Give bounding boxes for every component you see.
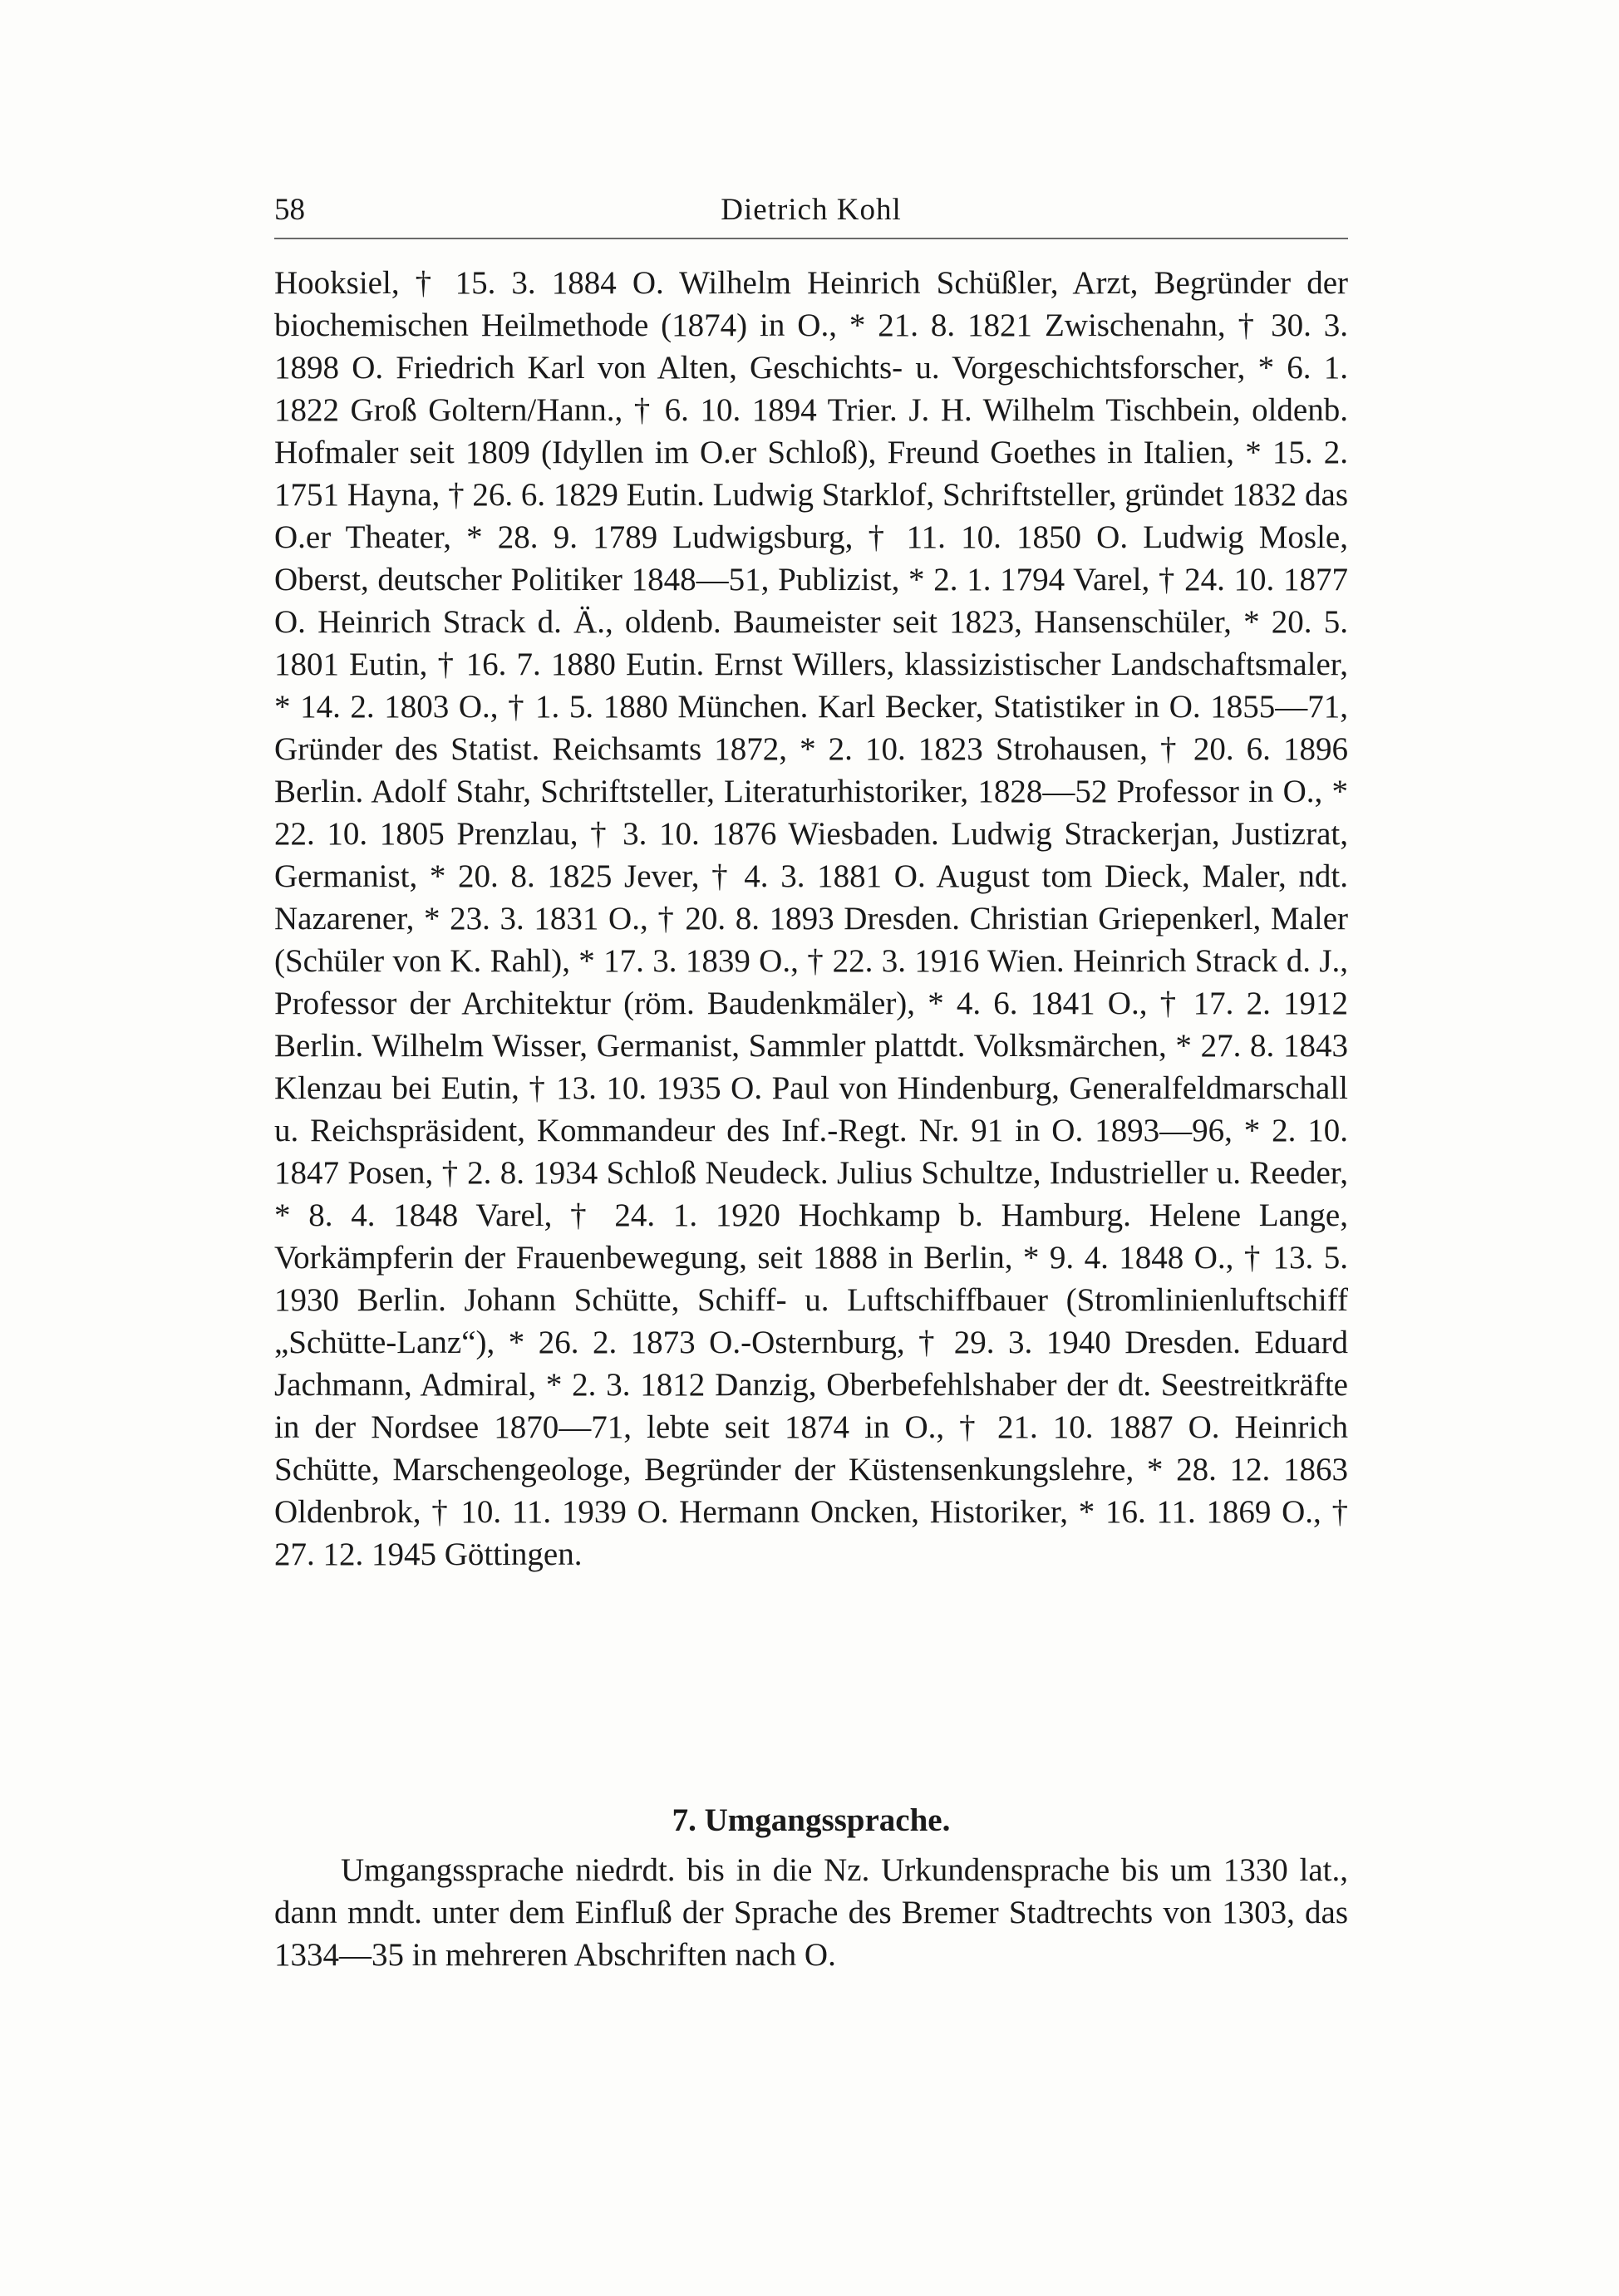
section-paragraph: Umgangssprache niedrdt. bis in die Nz. Urkundensprache bis um 1330 lat., dann mndt. unter dem Einfluß der Sprache des Bremer Stadtrechts von 1303, das 1334—35 in mehreren Abschriften nach O. xyxy=(274,1852,1348,1973)
page-header xyxy=(274,189,1348,239)
section-heading: 7. Umgangssprache. xyxy=(672,1802,951,1838)
header-rule xyxy=(274,238,1348,239)
running-head: Dietrich Kohl xyxy=(721,193,902,227)
page-number: 58 xyxy=(274,193,305,227)
biographical-paragraph: Hooksiel, † 15. 3. 1884 O. Wilhelm Heinrich Schüßler, Arzt, Begründer der biochemischen Heilmethode (1874) in O., * 21. 8. 1821 Zwischenahn, † 30. 3. 1898 O. Friedrich Karl von Alten, Geschichts- u. Vorgeschichtsforscher, * 6. 1. 1822 Groß Goltern/Hann., † 6. 10. 1894 Trier. J. H. Wilhelm Tischbein, oldenb. Hofmaler seit 1809 (Idyllen im O.er Schloß), Freund Goethes in Italien, * 15. 2. 1751 Hayna, † 26. 6. 1829 Eutin. Ludwig Starklof, Schriftsteller, gründet 1832 das O.er Theater, * 28. 9. 1789 Ludwigsburg, † 11. 10. 1850 O. Ludwig Mosle, Oberst, deutscher Politiker 1848—51, Publizist, * 2. 1. 1794 Varel, † 24. 10. 1877 O. Heinrich Strack d. Ä., oldenb. Baumeister seit 1823, Hansenschüler, * 20. 5. 1801 Eutin, † 16. 7. 1880 Eutin. Ernst Willers, klassizistischer Landschaftsmaler, * 14. 2. 1803 O., † 1. 5. 1880 München. Karl Becker, Statistiker in O. 1855—71, Gründer des Statist. Reichsamts 1872, * 2. 10. 1823 Strohausen, † 20. 6. 1896 Berlin. Adolf Stahr, Schriftsteller, Literaturhistoriker, 1828—52 Professor in O., * 22. 10. 1805 Prenzlau, † 3. 10. 1876 Wiesbaden. Ludwig Strackerjan, Justizrat, Germanist, * 20. 8. 1825 Jever, † 4. 3. 1881 O. August tom Dieck, Maler, ndt. Nazarener, * 23. 3. 1831 O., † 20. 8. 1893 Dresden. Christian Griepenkerl, Maler (Schüler von K. Rahl), * 17. 3. 1839 O., † 22. 3. 1916 Wien. Heinrich Strack d. J., Professor der Architektur (röm. Baudenkmäler), * 4. 6. 1841 O., † 17. 2. 1912 Berlin. Wilhelm Wisser, Germanist, Sammler plattdt. Volksmärchen, * 27. 8. 1843 Klenzau bei Eutin, † 13. 10. 1935 O. Paul von Hindenburg, Generalfeldmarschall u. Reichspräsident, Kommandeur des Inf.-Regt. Nr. 91 in O. 1893—96, * 2. 10. 1847 Posen, † 2. 8. 1934 Schloß Neudeck. Julius Schultze, Industrieller u. Reeder, * 8. 4. 1848 Varel, † 24. 1. 1920 Hochkamp b. Hamburg. Helene Lange, Vorkämpferin der Frauenbewegung, seit 1888 in Berlin, * 9. 4. 1848 O., † 13. 5. 1930 Berlin. Johann Schütte, Schiff- u. Luftschiffbauer (Stromlinienluftschiff „Schütte-Lanz“), * 26. 2. 1873 O.-Osternburg, † 29. 3. 1940 Dresden. Eduard Jachmann, Admiral, * 2. 3. 1812 Danzig, Oberbefehlshaber der dt. Seestreitkräfte in der Nordsee 1870—71, lebte seit 1874 in O., † 21. 10. 1887 O. Heinrich Schütte, Marschengeologe, Begründer der Küstensenkungslehre, * 28. 12. 1863 Oldenbrok, † 10. 11. 1939 O. Hermann Oncken, Historiker, * 16. 11. 1869 O., † 27. 12. 1945 Göttingen. xyxy=(274,265,1348,1572)
